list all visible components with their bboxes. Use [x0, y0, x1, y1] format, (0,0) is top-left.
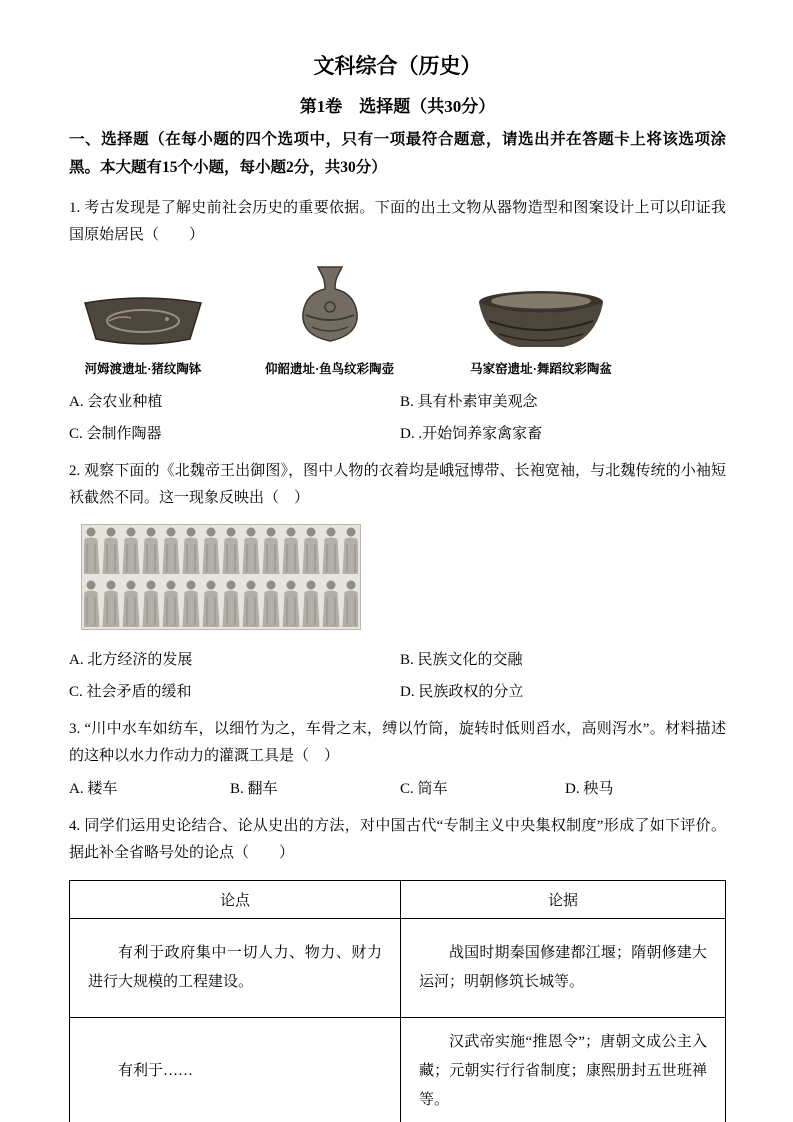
- question-1-option-b: B. 具有朴素审美观念: [400, 393, 538, 410]
- table-row: [70, 918, 726, 1017]
- table-cell-evidence-1: 战国时期秦国修建都江堰；隋朝修建大运河；明朝修筑长城等。: [401, 918, 726, 1017]
- question-2-option-c: C. 社会矛盾的缓和: [69, 683, 192, 700]
- question-3-option-c: C. 筒车: [400, 780, 448, 797]
- figure-caption: 仰韶遗址·鱼鸟纹彩陶壶: [265, 361, 395, 376]
- question-2-options: [69, 650, 726, 703]
- table-row: [70, 1017, 726, 1122]
- question-3-stem: 3. “川中水车如纺车，以细竹为之，车骨之末，缚以竹筒，旋转时低则舀水，高则泻水”。材料描述的这种以水力作动力的灌溉工具是（ ）: [69, 720, 726, 764]
- table-cell-viewpoint-2: 有利于……: [70, 1017, 401, 1122]
- northern-wei-procession-relief-image: [81, 524, 361, 630]
- table-header-viewpoint: 论点: [70, 880, 401, 918]
- figure-yangshao-pottery: [265, 263, 394, 377]
- question-2-figure: [69, 524, 726, 635]
- question-3-option-a: A. 耧车: [69, 780, 118, 797]
- question-2-option-a: A. 北方经济的发展: [69, 651, 193, 668]
- question-1-options: [69, 392, 726, 445]
- table-cell-viewpoint-1: 有利于政府集中一切人力、物力、财力进行大规模的工程建设。: [70, 918, 401, 1017]
- question-2-stem: 2. 观察下面的《北魏帝王出御图》，图中人物的衣着均是峨冠博带、长袍宽袖，与北魏传统的小袖短袄截然不同。这一现象反映出（ ）: [69, 462, 726, 506]
- table-cell-evidence-2: 汉武帝实施“推恩令”；唐朝文成公主入藏；元朝实行行省制度；康熙册封五世班禅等。: [401, 1017, 726, 1122]
- table-header-evidence: 论据: [401, 880, 726, 918]
- table-header-row: [70, 880, 726, 918]
- section-instructions: 一、选择题（在每小题的四个选项中，只有一项最符合题意，请选出并在答题卡上将该选项涂黑。本大题有15个小题，每小题2分，共30分）: [69, 131, 726, 176]
- question-4-table: [69, 880, 726, 1122]
- page-title: 文科综合（历史）: [313, 54, 482, 78]
- question-1-stem: 1. 考古发现是了解史前社会历史的重要依据。下面的出土文物从器物造型和图案设计上可以印证我国原始居民（ ）: [69, 199, 726, 243]
- fish-bird-pattern-pottery-vase-icon: [284, 263, 376, 355]
- figure-majiayao-pottery: [470, 289, 612, 377]
- question-1-figures: [69, 263, 726, 377]
- question-3-options: [69, 779, 726, 800]
- question-4-stem: 4. 同学们运用史论结合、论从史出的方法，对中国古代“专制主义中央集权制度”形成了如下评价。据此补全省略号处的论点（ ）: [69, 817, 726, 861]
- question-1-option-c: C. 会制作陶器: [69, 425, 162, 442]
- figure-caption: 河姆渡遗址·猪纹陶钵: [84, 361, 202, 376]
- figure-caption: 马家窑遗址·舞蹈纹彩陶盆: [470, 361, 612, 376]
- figure-hemudu-pottery: [79, 291, 207, 377]
- section-title: 第1卷 选择题（共30分）: [299, 97, 496, 116]
- question-2-option-d: D. 民族政权的分立: [400, 683, 524, 700]
- question-1-option-d: D. .开始饲养家禽家畜: [400, 425, 543, 442]
- question-3-option-d: D. 秧马: [565, 780, 614, 797]
- pig-pattern-pottery-bowl-icon: [79, 291, 207, 355]
- question-1-option-a: A. 会农业种植: [69, 393, 163, 410]
- question-2-option-b: B. 民族文化的交融: [400, 651, 523, 668]
- question-3-option-b: B. 翻车: [230, 780, 278, 797]
- dance-pattern-pottery-basin-icon: [475, 289, 607, 355]
